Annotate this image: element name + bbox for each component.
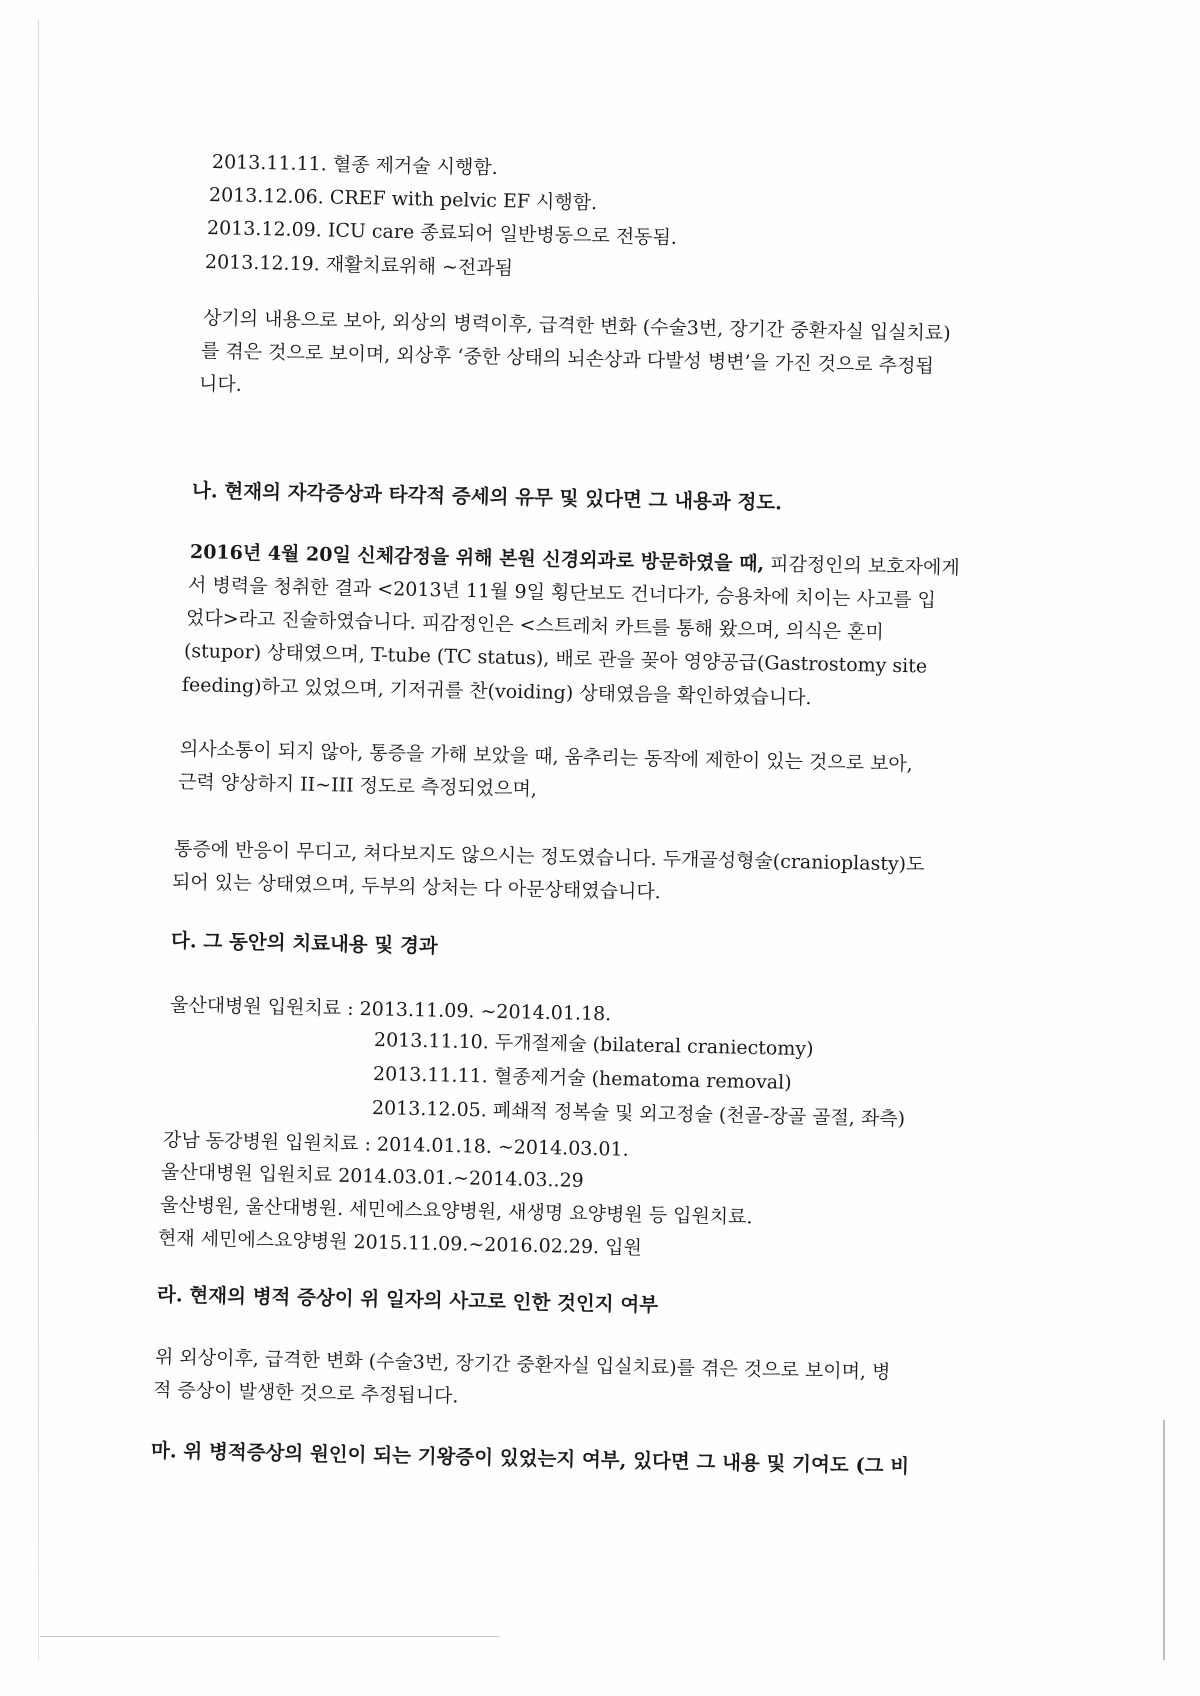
timeline-line: 2013.11.11. 혈종 제거술 시행함. bbox=[211, 151, 498, 179]
section-na-bold-text: 2016년 4월 20일 신체감정을 위해 본원 신경외과로 방문하였을 때, bbox=[189, 541, 765, 576]
treatment-line: 강남 동강병원 입원치료 : 2014.01.18. ~2014.03.01. bbox=[162, 1129, 629, 1161]
summary-line: 상기의 내용으로 보아, 외상의 병력이후, 급격한 변화 (수술3번, 장기간 중환자실 입실치료) bbox=[202, 307, 951, 345]
section-na-line: 근력 양상하지 II~III 정도로 측정되었으며, bbox=[177, 771, 538, 801]
section-na-line: (stupor) 상태였으며, T-tube (TC status), 배로 관을 꽂아 영양공급(Gastrostomy site bbox=[183, 640, 928, 678]
section-na-line: 되어 있는 상태였으며, 두부의 상처는 다 아문상태였습니다. bbox=[171, 871, 661, 904]
treatment-line: 2013.11.10. 두개절제술 (bilateral craniectomy) bbox=[373, 1029, 814, 1061]
treatment-line: 울산대병원 입원치료 : 2013.11.09. ~2014.01.18. bbox=[169, 994, 612, 1026]
section-na-line: 의사소통이 되지 않아, 통증을 가해 보았을 때, 움추리는 동작에 제한이 있는 것으로 보아, bbox=[179, 738, 914, 776]
section-na-line: 서 병력을 청취한 결과 <2013년 11월 9일 횡단보도 건너다가, 승용차에 치이는 사고를 입 bbox=[187, 574, 937, 612]
section-na-paragraph-first-line bbox=[190, 540, 960, 580]
scan-edge-bottom bbox=[40, 1636, 500, 1637]
section-na-line: 었다>라고 진술하였습니다. 피감정인은 <스트레처 카트를 통해 왔으며, 의식은 혼미 bbox=[185, 607, 884, 644]
summary-line: 니다. bbox=[198, 373, 242, 396]
timeline-line: 2013.12.19. 재활치료위해 ~전과됨 bbox=[204, 251, 514, 280]
summary-line: 를 겪은 것으로 보이며, 외상후 ‘중한 상태의 뇌손상과 다발성 병변’을 가진 것으로 추정됩 bbox=[200, 340, 935, 378]
section-na-line: feeding)하고 있었으며, 기저귀를 찬(voiding) 상태였음을 확인하였습니다. bbox=[181, 674, 812, 710]
timeline-line: 2013.12.06. CREF with pelvic EF 시행함. bbox=[208, 184, 598, 215]
treatment-line: 울산대병원 입원치료 2014.03.01.~2014.03..29 bbox=[160, 1161, 584, 1192]
section-heading-ra: 라. 현재의 병적 증상이 위 일자의 사고로 인한 것인지 여부 bbox=[156, 1283, 659, 1317]
section-ra-line: 위 외상이후, 급격한 변화 (수술3번, 장기간 중환자실 입실치료)를 겪은 것으로 보이며, 병 bbox=[154, 1346, 891, 1384]
scan-edge-left bbox=[38, 20, 39, 1660]
treatment-line: 울산병원, 울산대병원. 세민에스요양병원, 새생명 요양병원 등 입원치료. bbox=[159, 1194, 753, 1229]
treatment-line: 2013.12.05. 폐쇄적 정복술 및 외고정술 (천골-장골 골절, 좌측) bbox=[371, 1097, 906, 1131]
section-heading-na: 나. 현재의 자각증상과 타각적 증세의 유무 및 있다면 그 내용과 정도. bbox=[191, 479, 783, 515]
treatment-line: 2013.11.11. 혈종제거술 (hematoma removal) bbox=[372, 1063, 792, 1094]
section-na-line: 통증에 반응이 무디고, 쳐다보지도 않으시는 정도였습니다. 두개골성형술(cranioplasty)도 bbox=[173, 838, 925, 876]
scan-edge-right bbox=[1163, 1420, 1165, 1660]
treatment-line: 현재 세민에스요양병원 2015.11.09.~2016.02.29. 입원 bbox=[157, 1227, 643, 1260]
section-na-text: 피감정인의 보호자에게 bbox=[763, 553, 960, 580]
section-heading-da: 다. 그 동안의 치료내용 및 경과 bbox=[170, 929, 438, 958]
section-ra-line: 적 증상이 발생한 것으로 추정됩니다. bbox=[152, 1379, 459, 1408]
section-heading-ma: 마. 위 병적증상의 원인이 되는 기왕증이 있었는지 여부, 있다면 그 내용 및 기여도 (그 비 bbox=[150, 1439, 910, 1478]
timeline-line: 2013.12.09. ICU care 종료되어 일반병동으로 전동됨. bbox=[206, 217, 678, 249]
